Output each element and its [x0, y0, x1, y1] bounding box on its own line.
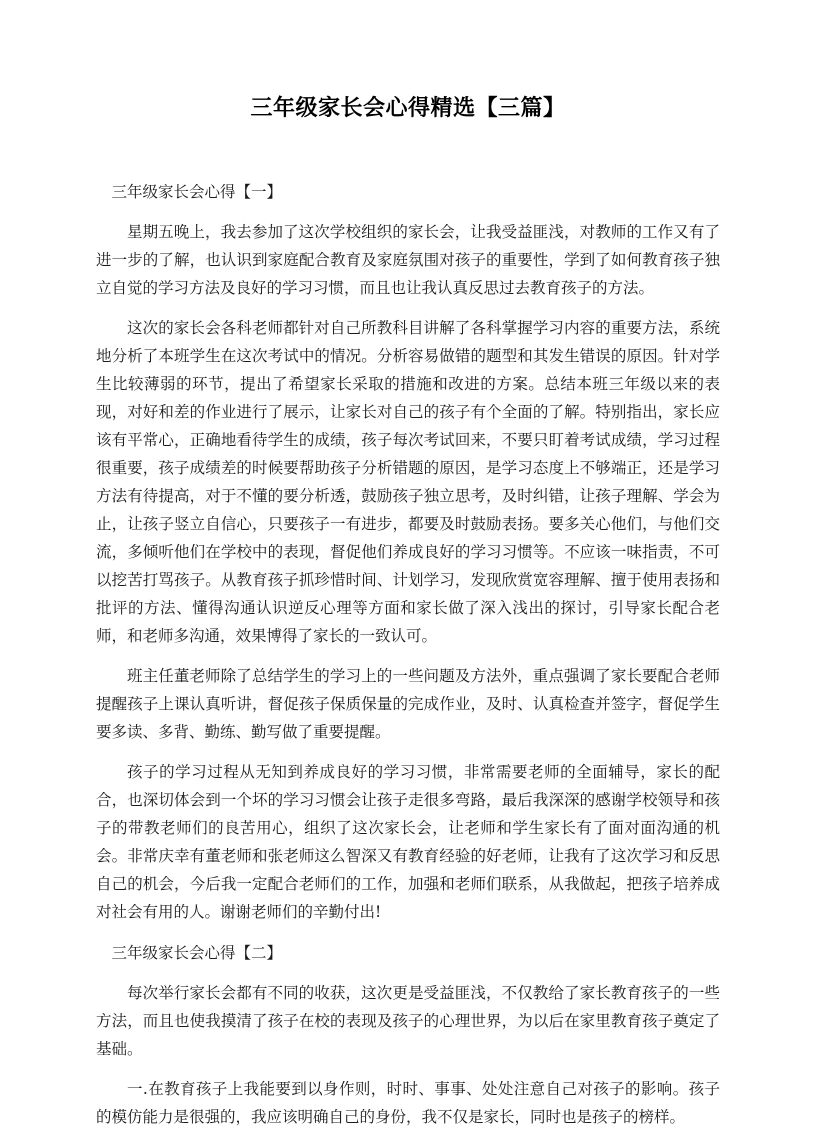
block-spacer: [96, 650, 720, 662]
title-spacer: [96, 123, 720, 178]
block-spacer: [96, 746, 720, 758]
paragraph-1: 星期五晚上，我去参加了这次学校组织的家长会，让我受益匪浅，对教师的工作又有了进一步的了解，也认识到家庭配合教育及家庭氛围对孩子的重要性，学到了如何教育孩子独立自觉的学习方法及良好的学习习惯，而且也让我认真反思过去教育孩子的方法。: [96, 223, 720, 297]
page-title: 三年级家长会心得精选【三篇】: [250, 95, 566, 121]
document-content: [96, 0, 720, 1131]
paragraph-6: 一.在教育孩子上我能要到以身作则，时时、事事、处处注意自己对孩子的影响。孩子的模仿能力是很强的，我应该明确自己的身份，我不仅是家长，同时也是孩子的榜样。: [96, 1080, 720, 1126]
block-spacer: [96, 926, 720, 939]
paragraph-5: 每次举行家长会都有不同的收获，这次更是受益匪浅，不仅教给了家长教育孩子的一些方法，而且也使我摸清了孩子在校的表现及孩子的心理世界，为以后在家里教育孩子奠定了基础。: [96, 984, 720, 1058]
block-spacer: [96, 206, 720, 218]
section-heading-one: 三年级家长会心得【一】: [111, 183, 283, 201]
paragraph-4: 孩子的学习过程从无知到养成良好的学习习惯，非常需要老师的全面辅导，家长的配合，也深切体会到一个坏的学习习惯会让孩子走很多弯路，最后我深深的感谢学校领导和孩子的带教老师们的良苦用心，组织了这次家长会，让老师和学生家长有了面对面沟通的机会。非常庆幸有董老师和张老师这么智深又有教育经验的好老师，让我有了这次学习和反思自己的机会，今后我一定配合老师们的工作，加强和老师们联系，从我做起，把孩子培养成对社会有用的人。谢谢老师们的辛勤付出!: [96, 763, 720, 921]
section-heading-two: 三年级家长会心得【二】: [111, 944, 283, 962]
document-body: [96, 178, 720, 1131]
paragraph-2: 这次的家长会各科老师都针对自己所教科目讲解了各科掌握学习内容的重要方法，系统地分析了本班学生在这次考试中的情况。分析容易做错的题型和其发生错误的原因。针对学生比较薄弱的环节，提出了希望家长采取的措施和改进的方案。总结本班三年级以来的表现，对好和差的作业进行了展示，让家长对自己的孩子有个全面的了解。特别指出，家长应该有平常心，正确地看待学生的成绩，孩子每次考试回来，不要只盯着考试成绩，学习过程很重要，孩子成绩差的时候要帮助孩子分析错题的原因，是学习态度上不够端正，还是学习方法有待提高，对于不懂的要分析透，鼓励孩子独立思考，及时纠错，让孩子理解、学会为止，让孩子竖立自信心，只要孩子一有进步，都要及时鼓励表扬。要多关心他们，与他们交流，多倾听他们在学校中的表现，督促他们养成良好的学习习惯等。不应该一味指责，不可以挖苦打骂孩子。从教育孩子抓珍惜时间、计划学习，发现欣赏宽容理解、擅于使用表扬和批评的方法、懂得沟通认识逆反心理等方面和家长做了深入浅出的探讨，引导家长配合老师，和老师多沟通，效果博得了家长的一致认可。: [96, 319, 720, 645]
block-spacer: [96, 302, 720, 314]
block-spacer: [96, 967, 720, 979]
paragraph-3: 班主任董老师除了总结学生的学习上的一些问题及方法外，重点强调了家长要配合老师提醒孩子上课认真听讲，督促孩子保质保量的完成作业，及时、认真检查并签字，督促学生要多读、多背、勤练、勤写做了重要提醒。: [96, 667, 720, 741]
block-spacer: [96, 1063, 720, 1075]
